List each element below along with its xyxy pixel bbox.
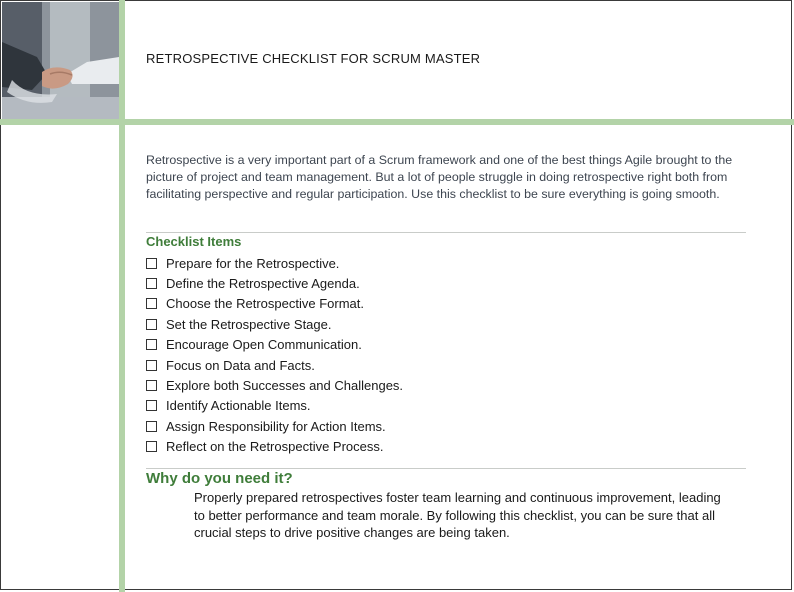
handshake-photo: [2, 2, 119, 119]
checklist-item-label: Choose the Retrospective Format.: [166, 296, 364, 312]
checklist-item[interactable]: [146, 355, 403, 375]
checklist-item-label: Encourage Open Communication.: [166, 337, 362, 353]
checklist-item-label: Focus on Data and Facts.: [166, 357, 315, 373]
checkbox-icon[interactable]: [146, 278, 157, 289]
checklist-item-label: Define the Retrospective Agenda.: [166, 276, 360, 292]
checkbox-icon[interactable]: [146, 360, 157, 371]
vertical-accent-bar: [119, 0, 125, 592]
checklist-item-label: Reflect on the Retrospective Process.: [166, 439, 384, 455]
checkbox-icon[interactable]: [146, 339, 157, 350]
checklist: [146, 253, 403, 457]
document-title: RETROSPECTIVE CHECKLIST FOR SCRUM MASTER: [146, 51, 481, 66]
checklist-item[interactable]: [146, 416, 403, 436]
checklist-heading: Checklist Items: [146, 234, 242, 249]
checkbox-icon[interactable]: [146, 421, 157, 432]
checkbox-icon[interactable]: [146, 319, 157, 330]
checkbox-icon[interactable]: [146, 400, 157, 411]
intro-paragraph: Retrospective is a very important part of a Scrum framework and one of the best things Agile brought to the picture of project and team management. But a lot of people struggle in doing retrospective right both from facilitating perspective and regular participation. Use this checklist to be sure everything is going smooth.: [146, 153, 733, 201]
checklist-item-label: Explore both Successes and Challenges.: [166, 378, 404, 394]
checkbox-icon[interactable]: [146, 258, 157, 269]
checklist-item-label: Prepare for the Retrospective.: [166, 255, 340, 271]
checklist-item[interactable]: [146, 396, 403, 416]
checkbox-icon[interactable]: [146, 441, 157, 452]
checklist-item-label: Set the Retrospective Stage.: [166, 316, 332, 332]
why-paragraph: Properly prepared retrospectives foster team learning and continuous improvement, leading to better performance and team morale. By following this checklist, you can be sure that all crucial steps to drive positive changes are being taken.: [194, 490, 721, 540]
section-divider: [146, 232, 746, 233]
horizontal-accent-bar: [0, 119, 794, 125]
checklist-item[interactable]: [146, 273, 403, 293]
checkbox-icon[interactable]: [146, 380, 157, 391]
checklist-item[interactable]: [146, 314, 403, 334]
checklist-item[interactable]: [146, 253, 403, 273]
handshake-image: [2, 2, 119, 119]
section-divider: [146, 468, 746, 469]
checkbox-icon[interactable]: [146, 298, 157, 309]
why-heading: Why do you need it?: [146, 470, 293, 487]
checklist-item-label: Identify Actionable Items.: [166, 398, 311, 414]
checklist-item-label: Assign Responsibility for Action Items.: [166, 418, 386, 434]
checklist-item[interactable]: [146, 375, 403, 395]
checklist-item[interactable]: [146, 437, 403, 457]
checklist-item[interactable]: [146, 294, 403, 314]
checklist-item[interactable]: [146, 335, 403, 355]
